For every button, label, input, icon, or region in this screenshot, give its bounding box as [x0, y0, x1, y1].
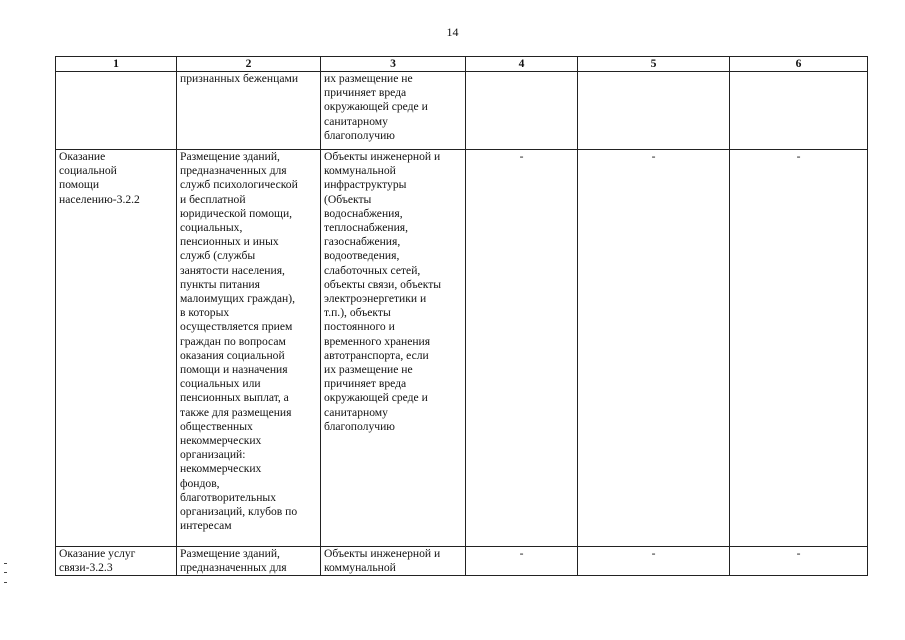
cell-col6: [730, 150, 868, 547]
table-header-row: [56, 57, 868, 72]
cell-col5: [578, 547, 730, 576]
cell-text: -: [796, 547, 801, 560]
column-header-6: 6: [730, 57, 868, 72]
cell-description: [177, 72, 321, 150]
cell-text: -: [519, 547, 524, 560]
cell-use-name: [56, 150, 177, 547]
cell-text: -: [519, 150, 524, 163]
cell-col4: [466, 150, 578, 547]
cell-col5: [578, 150, 730, 547]
cell-description: [177, 547, 321, 576]
cell-text: их размещение не причиняет вреда окружающей среде и санитарному благополучию: [324, 72, 428, 142]
column-header-1: 1: [56, 57, 177, 72]
column-header-2: 2: [177, 57, 321, 72]
regulations-table: [55, 56, 868, 576]
table-row: [56, 72, 868, 150]
cell-text: Объекты инженерной и коммунальной: [324, 547, 441, 575]
cell-col5: [578, 72, 730, 150]
cell-text: Оказание услуг связи-3.2.3: [59, 547, 136, 575]
cell-col6: [730, 72, 868, 150]
cell-use-name: [56, 547, 177, 576]
cell-col4: [466, 547, 578, 576]
cell-use-name: [56, 72, 177, 150]
cell-text: -: [651, 547, 656, 560]
cell-text: -: [796, 150, 801, 163]
cell-text: Оказание социальной помощи населению-3.2.2: [59, 150, 140, 206]
table-row: [56, 150, 868, 547]
cell-col4: [466, 72, 578, 150]
cell-col6: [730, 547, 868, 576]
cell-text: Объекты инженерной и коммунальной инфраструктуры (Объекты водоснабжения, теплоснабжения, газоснабжения, водоотведения, слаботочных сетей, объекты связи, объекты электроэнергетики и т.п.), объекты постоянного и временного хранения автотранспорта, если их размещение не причиняет вреда окружающей среде и санитарному благополучию: [324, 150, 442, 433]
cell-text: признанных беженцами: [180, 72, 299, 85]
cell-text: -: [651, 150, 656, 163]
cell-text: Размещение зданий, предназначенных для служб психологической и бесплатной юридической помощи, социальных, пенсионных и иных служб (службы занятости населения, пункты питания малоимущих граждан), в которых осуществляется прием граждан по вопросам оказания социальной помощи и назначения социальных или пенсионных выплат, а также для размещения общественных некоммерческих организаций: некоммерческих фондов, благотворительных организаций, клубов по интересам: [180, 150, 298, 533]
cell-text: Размещение зданий, предназначенных для: [180, 547, 287, 575]
column-header-3: 3: [321, 57, 466, 72]
table-row: [56, 547, 868, 576]
cell-description: [177, 150, 321, 547]
margin-scan-mark: [4, 563, 7, 583]
cell-auxiliary-uses: [321, 72, 466, 150]
page-number: 14: [446, 25, 459, 39]
cell-auxiliary-uses: [321, 547, 466, 576]
column-header-5: 5: [578, 57, 730, 72]
column-header-4: 4: [466, 57, 578, 72]
cell-auxiliary-uses: [321, 150, 466, 547]
